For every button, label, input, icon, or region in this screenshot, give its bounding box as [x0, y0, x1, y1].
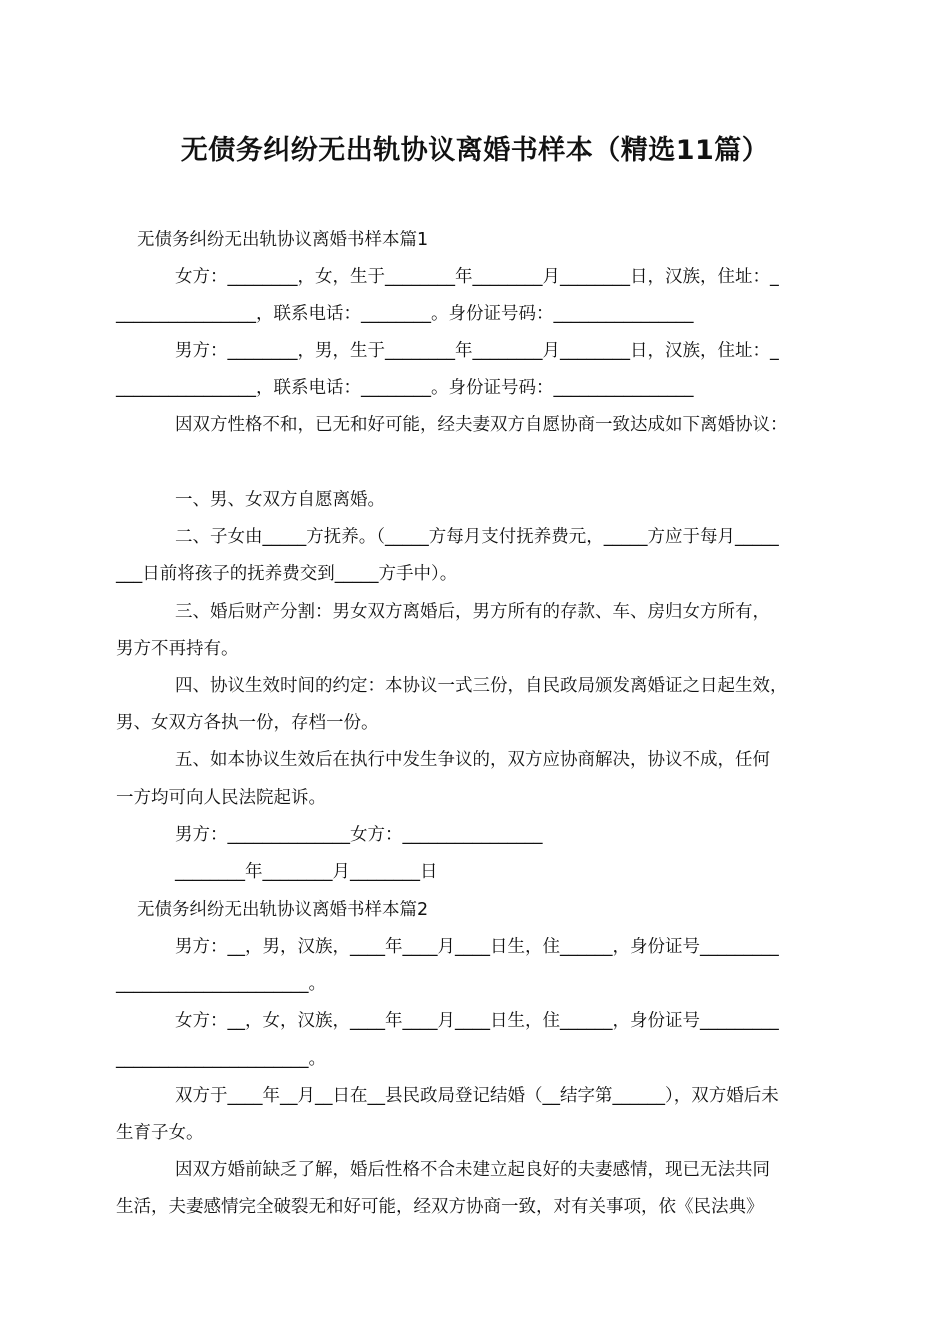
s1-male-line-1: 男方：________，男，生于________年________月________日，汉族，住址：_	[175, 341, 779, 361]
s1-item-4-line-1: 四、协议生效时间的约定：本协议一式三份，自民政局颁发离婚证之日起生效，	[175, 676, 788, 696]
s2-reason-line-1: 因双方婚前缺乏了解，婚后性格不合未建立起良好的夫妻感情，现已无法共同	[175, 1160, 770, 1180]
s2-female-line-2: ______________________。	[116, 1049, 326, 1069]
s2-marriage-line-2: 生育子女。	[116, 1123, 204, 1143]
s1-item-4-line-2: 男、女双方各执一份，存档一份。	[116, 713, 379, 733]
s1-intro: 因双方性格不和，已无和好可能，经夫妻双方自愿协商一致达成如下离婚协议：	[175, 415, 788, 435]
s1-date-line: ________年________月________日	[175, 862, 438, 882]
s1-female-line-1: 女方：________，女，生于________年________月________日，汉族，住址：_	[175, 267, 779, 287]
s1-item-2-line-1: 二、子女由_____方抚养。（_____方每月支付抚养费元，_____方应于每月_____	[175, 527, 779, 547]
s1-item-2-line-2: ___日前将孩子的抚养费交到_____方手中）。	[116, 564, 458, 584]
s1-item-5-line-1: 五、如本协议生效后在执行中发生争议的，双方应协商解决，协议不成，任何	[175, 750, 770, 770]
section-2-heading: 无债务纠纷无出轨协议离婚书样本篇2	[137, 900, 429, 920]
s1-signature-line: 男方：______________女方：________________	[175, 825, 543, 845]
s2-reason-line-2: 生活，夫妻感情完全破裂无和好可能，经双方协商一致，对有关事项，依《民法典》	[116, 1197, 764, 1217]
s1-item-1: 一、男、女双方自愿离婚。	[175, 490, 385, 510]
s2-male-line-1: 男方：__，男，汉族，____年____月____日生，住______，身份证号_________	[175, 937, 779, 957]
s1-item-3-line-2: 男方不再持有。	[116, 639, 239, 659]
s1-male-line-2: ________________，联系电话：________。身份证号码：________________	[116, 378, 694, 398]
document-title: 无债务纠纷无出轨协议离婚书样本（精选11篇）	[180, 135, 770, 166]
s2-female-line-1: 女方：__，女，汉族，____年____月____日生，住______，身份证号_________	[175, 1011, 779, 1031]
s2-marriage-line-1: 双方于____年__月__日在__县民政局登记结婚（__结字第______），双方婚后未	[175, 1086, 779, 1106]
s1-item-3-line-1: 三、婚后财产分割：男女双方离婚后，男方所有的存款、车、房归女方所有，	[175, 602, 770, 622]
s1-female-line-2: ________________，联系电话：________。身份证号码：________________	[116, 304, 694, 324]
s1-item-5-line-2: 一方均可向人民法院起诉。	[116, 788, 326, 808]
s2-male-line-2: ______________________。	[116, 974, 326, 994]
section-1-heading: 无债务纠纷无出轨协议离婚书样本篇1	[137, 230, 429, 250]
